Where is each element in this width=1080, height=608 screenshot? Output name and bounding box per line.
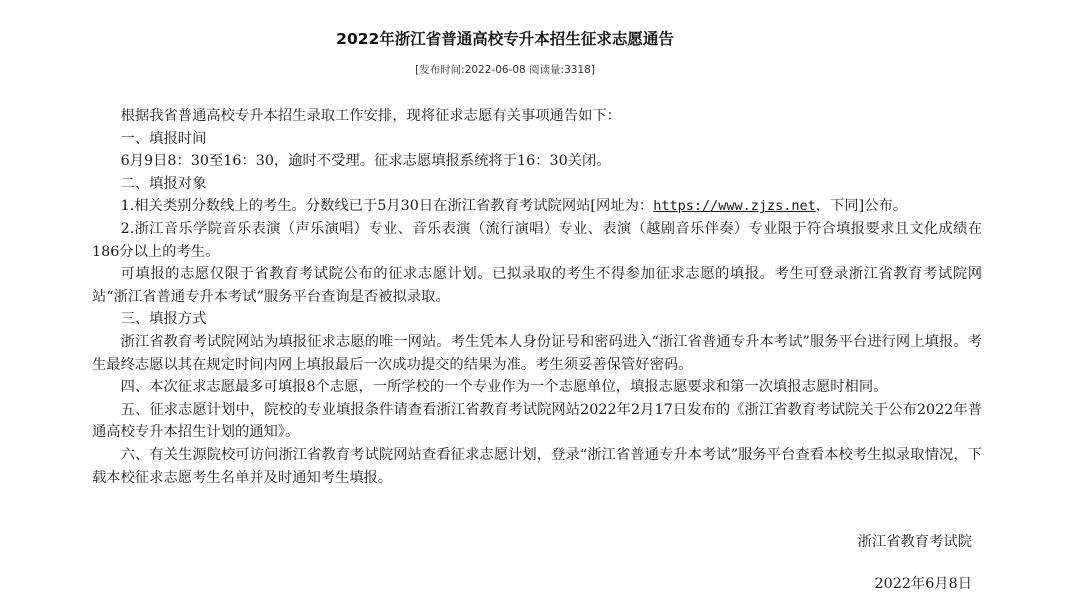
section-4: 四、本次征求志愿最多可填报8个志愿，一所学校的一个专业作为一个志愿单位，填报志愿要求和第一次填报志愿时相同。: [120, 379, 888, 396]
section-1-body: 6月9日8：30至16：30，逾时不受理。征求志愿填报系统将于16：30关闭。: [120, 153, 611, 170]
section-3-body: 浙江省教育考试院网站为填报征求志愿的唯一网站。考生凭本人身份证号和密码进入“浙江省普通专升本考试”服务平台进行网上填报。考生最终志愿以其在规定时间内网上填报最后一次成功提交的结果为准。考生须妥善保管好密码。: [92, 333, 982, 373]
section-2-note: 可填报的志愿仅限于省教育考试院公布的征求志愿计划。已拟录取的考生不得参加征求志愿的填报。考生可登录浙江省教育考试院网站“浙江省普通专升本考试”服务平台查询是否被拟录取。: [92, 266, 982, 305]
intro-paragraph: 根据我省普通高校专升本招生录取工作安排，现将征求志愿有关事项通告如下：: [120, 108, 621, 124]
section-2-item-1: [92, 195, 982, 218]
section-2-item-2: 2.浙江音乐学院音乐表演（声乐演唱）专业、音乐表演（流行演唱）专业、表演（越剧音乐伴奏）专业限于符合填报要求且文化成绩在186分以上的考生。: [92, 220, 982, 260]
section-3-heading: 三、填报方式: [120, 311, 207, 328]
section-1-heading: 一、填报时间: [120, 130, 207, 147]
publish-meta: [发布时间:2022-06-08 阅读量:3318]: [415, 64, 595, 76]
notice-body: [92, 105, 982, 489]
page-title: 2022年浙江省普通高校专升本招生征求志愿通告: [336, 30, 674, 48]
issuer-signature: 浙江省教育考试院: [857, 534, 972, 550]
section-2-heading: 二、填报对象: [120, 175, 207, 192]
section-5: 五、征求志愿计划中，院校的专业填报条件请查看浙江省教育考试院网站2022年2月17日发布的《浙江省教育考试院关于公布2022年普通高校专升本招生计划的通知》。: [92, 401, 982, 441]
section-2-item-1-text: 1.相关类别分数线上的考生。分数线已于5月30日在浙江省教育考试院网站[网址为：: [120, 198, 654, 215]
website-link[interactable]: https://www.zjzs.net: [653, 198, 816, 215]
section-6: 六、有关生源院校可访问浙江省教育考试院网站查看征求志愿计划，登录“浙江省普通专升本考试”服务平台查看本校考生拟录取情况，下载本校征求志愿考生名单并及时通知考生填报。: [92, 446, 982, 486]
issue-date: 2022年6月8日: [874, 576, 972, 592]
section-2-item-1-tail: ，下同]公布。: [815, 198, 908, 215]
